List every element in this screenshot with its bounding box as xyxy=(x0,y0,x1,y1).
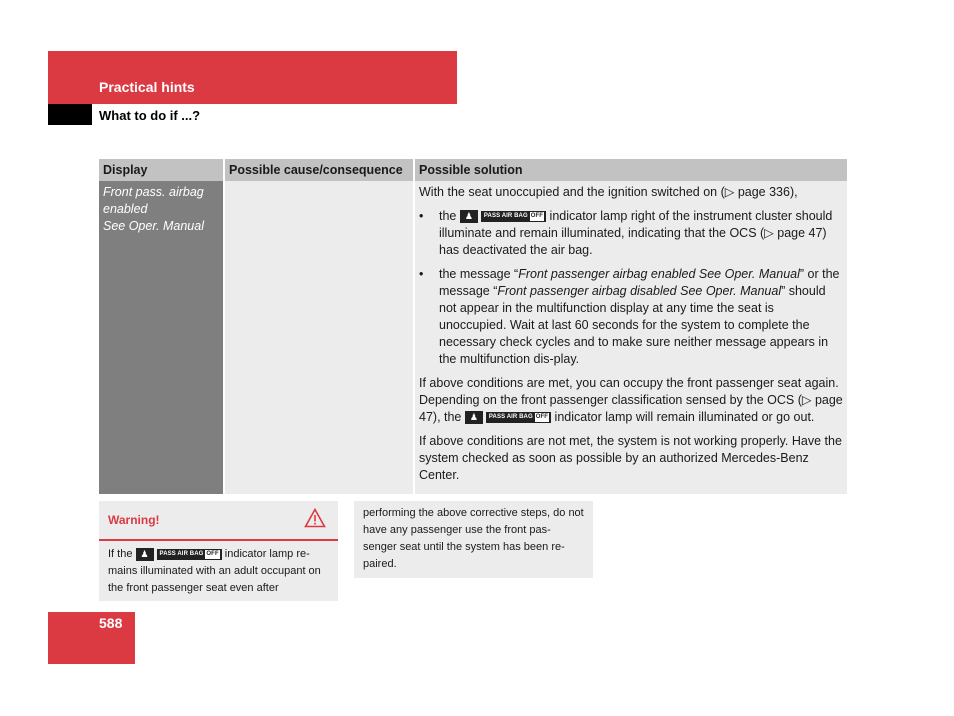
warning-title: Warning! xyxy=(108,513,160,527)
column-header-cause: Possible cause/consequence xyxy=(224,159,414,181)
bullet-text: the message “ xyxy=(439,267,519,281)
bullet-text: ” or the message “ xyxy=(439,267,840,298)
warning-continuation-box xyxy=(354,501,593,578)
solution-intro: With the seat unoccupied and the ignition switched on (▷ page 336), xyxy=(419,185,798,199)
seat-occupant-icon: ♟ xyxy=(136,548,154,561)
pass-air-bag-off-icon: PASS AIR BAG OFF xyxy=(486,412,551,423)
solution-list xyxy=(419,208,843,368)
pass-air-bag-off-icon: PASS AIR BAG OFF xyxy=(157,549,222,560)
display-line: See Oper. Manual xyxy=(103,219,204,233)
bullet-text: indicator lamp right of the instrument cluster should illuminate and remain illuminated, indicating that the OCS (▷ page 47) has deactivated the air bag. xyxy=(439,209,833,257)
page-subtitle: What to do if ...? xyxy=(99,108,201,123)
page-number: 588 xyxy=(99,615,123,631)
column-header-display: Display xyxy=(99,159,224,181)
pass-air-bag-off-icon: PASS AIR BAG OFF xyxy=(481,211,546,222)
solution-paragraph: If above conditions are not met, the system is not working properly. Have the system checked as soon as possible by an authorized Mercedes-Benz Center. xyxy=(419,434,842,482)
troubleshooting-table xyxy=(99,159,847,494)
page-section-title: Practical hints xyxy=(99,79,195,95)
solution-paragraph: If above conditions are met, you can occupy the front passenger seat again. Depending on the front passenger classification sensed by the OCS (▷ page 47), the ♟ PASS AIR BAG OFF indicator lamp will remain illuminated or go out. xyxy=(419,376,843,424)
display-line: Front pass. airbag xyxy=(103,185,204,199)
table-row xyxy=(99,181,847,494)
display-message-text: Front passenger airbag disabled See Oper. Manual xyxy=(497,284,782,298)
table-header-row xyxy=(99,159,847,181)
warning-box xyxy=(99,501,338,601)
list-item xyxy=(419,266,843,368)
bullet-text: the xyxy=(439,209,457,223)
display-line: enabled xyxy=(103,202,148,216)
warning-header xyxy=(99,501,338,541)
header-band xyxy=(48,51,457,104)
list-item xyxy=(419,208,843,259)
warning-text: If the ♟ PASS AIR BAG OFF indicator lamp re-mains illuminated with an adult occupant on the front passenger seat even after xyxy=(108,548,321,594)
bullet-icon: • xyxy=(419,267,424,281)
column-header-solution: Possible solution xyxy=(414,159,847,181)
warning-continued-text: performing the above corrective steps, do not have any passenger use the front pas-senger seat until the system has been re-paired. xyxy=(363,507,584,570)
display-message-text: Front passenger airbag enabled See Oper. Manual xyxy=(518,267,800,281)
cause-cell xyxy=(224,181,414,494)
solution-cell xyxy=(414,181,847,494)
subheader-marker xyxy=(48,104,92,125)
seat-occupant-icon: ♟ xyxy=(465,411,483,424)
warning-triangle-icon xyxy=(304,508,326,528)
bullet-text: ” should not appear in the multifunction display at any time the seat is unoccupied. Wait at last 60 seconds for the system to complete the necessary check cycles and to make sure neither message appears in the multifunction dis-play. xyxy=(439,284,829,366)
display-message-cell xyxy=(99,181,224,494)
bullet-icon: • xyxy=(419,209,424,223)
seat-occupant-icon: ♟ xyxy=(460,210,478,223)
